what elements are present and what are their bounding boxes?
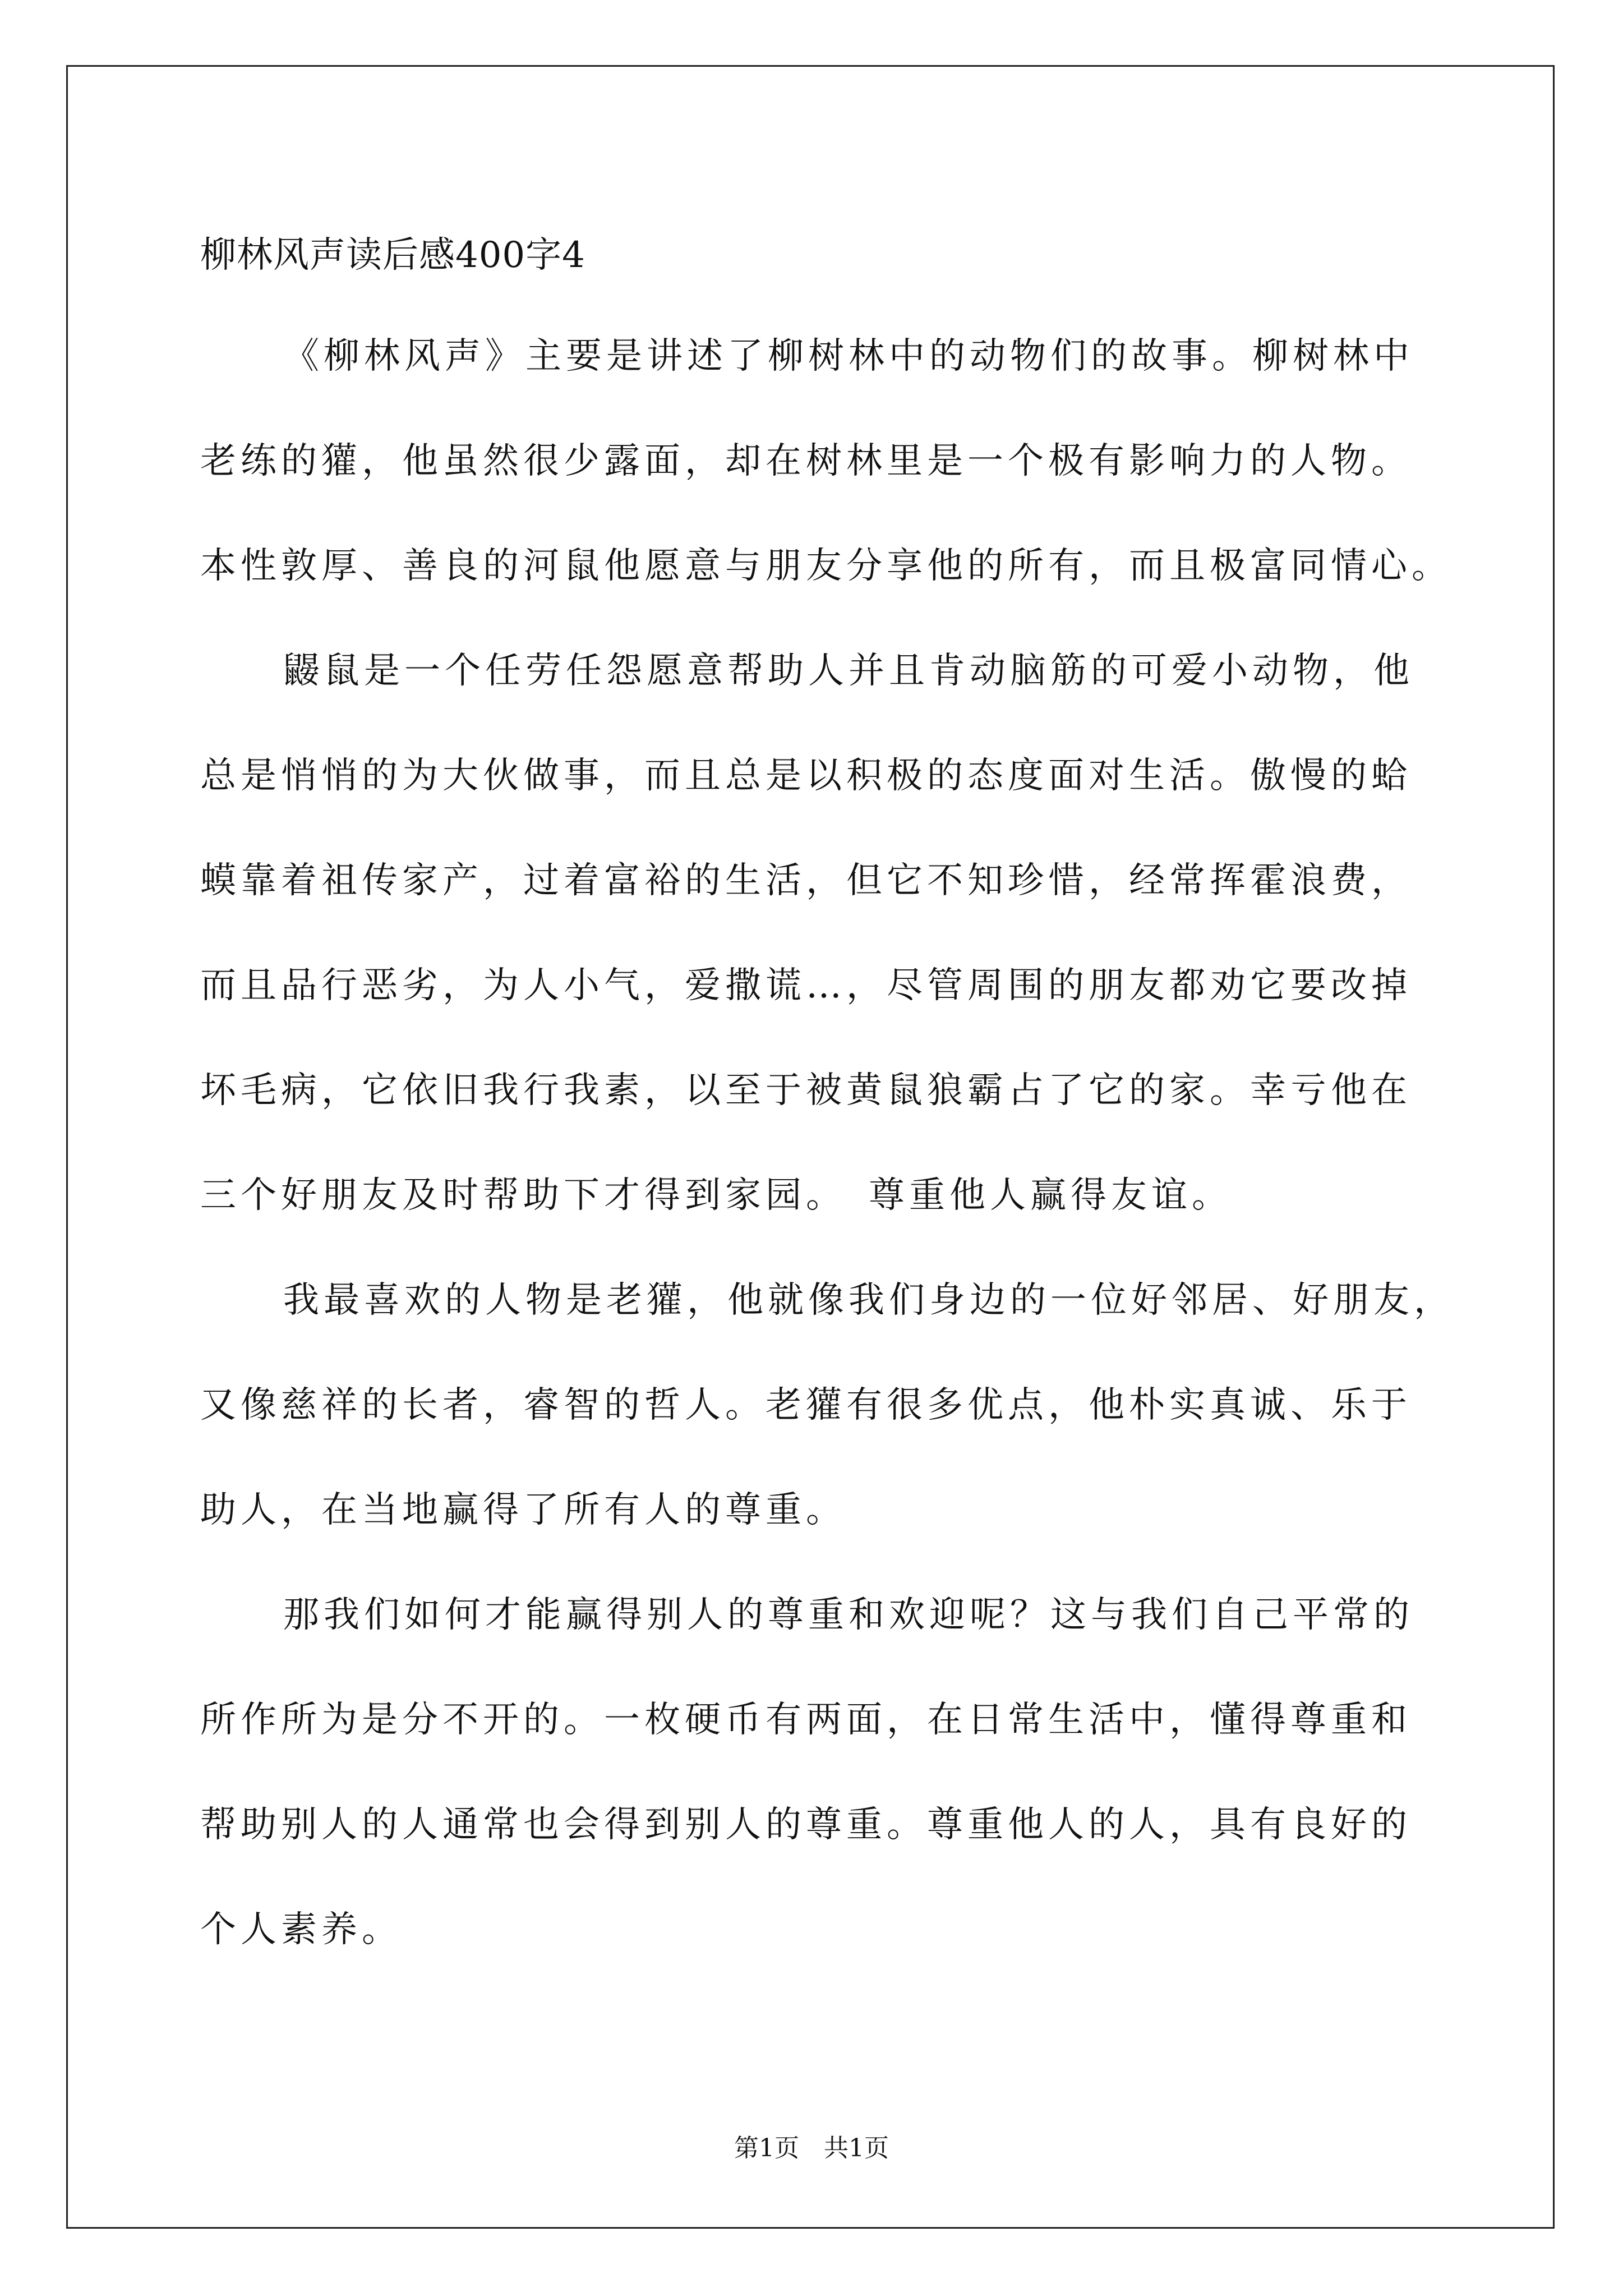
paragraph-line: 本性敦厚、善良的河鼠他愿意与朋友分享他的所有，而且极富同情心。 [200,545,1452,587]
paragraph-line: 而且品行恶劣，为人小气，爱撒谎…，尽管周围的朋友都劝它要改掉 [200,965,1412,1006]
document-title: 柳林风声读后感400字4 [200,234,585,276]
paragraph-line: 帮助别人的人通常也会得到别人的尊重。尊重他人的人，具有良好的 [200,1804,1412,1846]
paragraph-line: 个人素养。 [200,1909,402,1950]
paragraph-line: 老练的獾，他虽然很少露面，却在树林里是一个极有影响力的人物。 [200,440,1412,482]
paragraph-line: 坏毛病，它依旧我行我素，以至于被黄鼠狼霸占了它的家。幸亏他在 [200,1070,1412,1111]
paragraph-line: 《柳林风声》主要是讲述了柳树林中的动物们的故事。柳树林中 [283,335,1414,377]
paragraph-line: 蟆靠着祖传家产，过着富裕的生活，但它不知珍惜，经常挥霍浪费， [200,860,1412,901]
paragraph-line: 又像慈祥的长者，睿智的哲人。老獾有很多优点，他朴实真诚、乐于 [200,1384,1412,1426]
page-number-footer: 第1页 共1页 [734,2134,889,2162]
paragraph-line: 总是悄悄的为大伙做事，而且总是以积极的态度面对生活。傲慢的蛤 [200,755,1412,797]
paragraph-line: 所作所为是分不开的。一枚硬币有两面，在日常生活中，懂得尊重和 [200,1699,1412,1741]
document-body [200,331,1454,2009]
paragraph-line: 鼹鼠是一个任劳任怨愿意帮助人并且肯动脑筋的可爱小动物，他 [283,650,1414,692]
paragraph-line: 那我们如何才能赢得别人的尊重和欢迎呢？这与我们自己平常的 [283,1594,1414,1636]
paragraph-line: 我最喜欢的人物是老獾，他就像我们身边的一位好邻居、好朋友， [283,1280,1454,1321]
paragraph-line: 三个好朋友及时帮助下才得到家园。 尊重他人赢得友谊。 [200,1175,1232,1216]
paragraph-line: 助人，在当地赢得了所有人的尊重。 [200,1489,846,1531]
